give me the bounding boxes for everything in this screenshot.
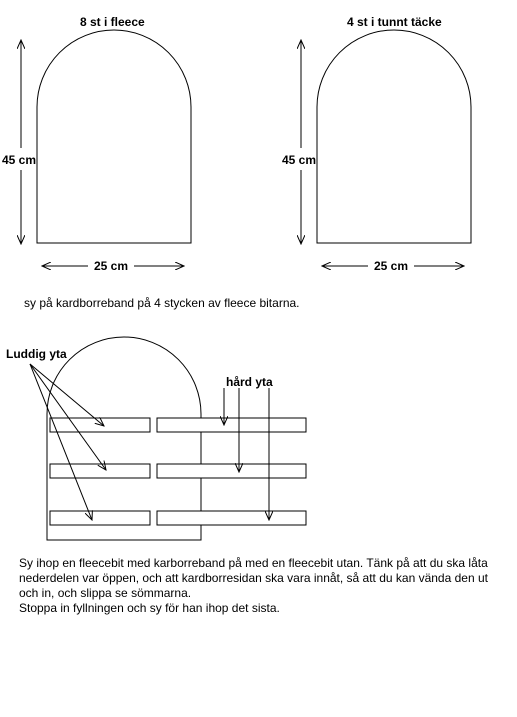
- fluffy-side-label: Luddig yta: [6, 347, 67, 361]
- fleece-pattern-title: 8 st i fleece: [80, 15, 145, 29]
- velcro-strip-left-1: [50, 418, 150, 432]
- fleece-pattern-shape: [37, 30, 191, 243]
- cover-pattern-title: 4 st i tunnt täcke: [347, 15, 442, 29]
- velcro-strip-right-2: [157, 464, 306, 478]
- instructions-text: [19, 556, 511, 616]
- instructions-line-1: Sy ihop en fleecebit med karborreband på med en fleecebit utan. Tänk på att du ska låta: [19, 556, 488, 570]
- velcro-strip-right-1: [157, 418, 306, 432]
- cover-pattern-shape: [317, 30, 471, 243]
- hard-side-label: hård yta: [226, 375, 273, 389]
- instructions-line-4: Stoppa in fyllningen och sy för han ihop det sista.: [19, 601, 280, 615]
- cover-height-label: 45 cm: [282, 153, 317, 167]
- fluffy-arrow-2: [30, 364, 106, 470]
- instructions-line-2: nederdelen var öppen, och att kardborresidan ska vara innåt, så att du kan vända den ut: [19, 571, 488, 585]
- velcro-strip-left-2: [50, 464, 150, 478]
- velcro-strips: [50, 418, 306, 525]
- fluffy-arrow-3: [30, 364, 92, 520]
- cover-width-label: 25 cm: [374, 259, 409, 273]
- instructions-line-3: och in, och slippa se sömmarna.: [19, 586, 192, 600]
- velcro-strip-right-3: [157, 511, 306, 525]
- assembly-fleece-shape: [47, 337, 201, 540]
- fleece-width-label: 25 cm: [94, 259, 129, 273]
- velcro-strip-left-3: [50, 511, 150, 525]
- velcro-note: sy på kardborreband på 4 stycken av fleece bitarna.: [24, 296, 300, 310]
- fleece-height-label: 45 cm: [2, 153, 37, 167]
- fluffy-arrow-1: [30, 364, 104, 426]
